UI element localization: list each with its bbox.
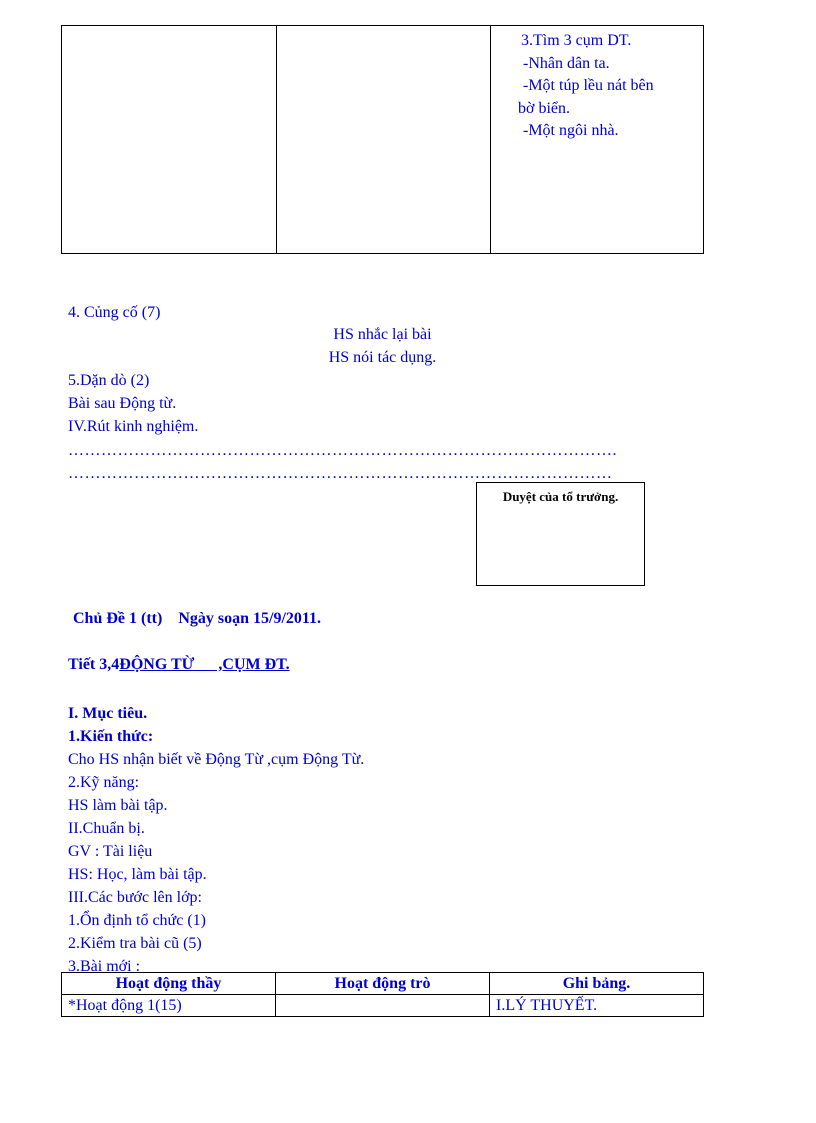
- homework-heading: 5.Dặn dò (2): [68, 372, 150, 389]
- column-divider: [276, 26, 277, 253]
- body-line: HS: Học, làm bài tập.: [68, 866, 207, 883]
- consolidation-heading: 4. Củng cố (7): [68, 304, 161, 321]
- body-line: 2.Kiểm tra bài cũ (5): [68, 935, 202, 952]
- topic-line: Chủ Đề 1 (tt) Ngày soạn 15/9/2011.: [73, 610, 322, 627]
- review-signature-box: [476, 482, 645, 586]
- experience-heading: IV.Rút kinh nghiệm.: [68, 418, 199, 435]
- body-line: HS làm bài tập.: [68, 797, 168, 814]
- note-line: -Một túp lều nát bên: [523, 77, 654, 94]
- table-cell: *Hoạt động 1(15): [62, 995, 276, 1017]
- body-line: Cho HS nhận biết về Động Từ ,cụm Động Từ.: [68, 751, 365, 768]
- note-line: -Nhân dân ta.: [523, 54, 610, 72]
- table-header-row: [62, 973, 704, 995]
- table-row: [62, 995, 704, 1017]
- objectives-section: [68, 702, 364, 978]
- header-board-notes: Ghi bảng.: [490, 973, 704, 995]
- table-cell: I.LÝ THUYẾT.: [490, 995, 704, 1017]
- lesson-period: Tiết 3,4: [68, 656, 120, 673]
- body-line: 2.Kỹ năng:: [68, 774, 140, 791]
- review-label: Duyệt của tổ trưởng.: [502, 489, 619, 504]
- header-student-activity: Hoạt động trò: [276, 973, 490, 995]
- body-line: II.Chuẩn bị.: [68, 820, 145, 837]
- lesson-table-bottom: [61, 972, 704, 1017]
- table-cell: [276, 995, 490, 1017]
- next-lesson-line: Bài sau Động từ.: [68, 395, 177, 412]
- body-line: III.Các bước lên lớp:: [68, 889, 202, 906]
- note-line: 3.Tìm 3 cụm DT.: [521, 32, 632, 49]
- knowledge-heading: 1.Kiến thức:: [68, 728, 154, 745]
- body-line: GV : Tài liệu: [68, 843, 153, 860]
- lesson-title: [68, 656, 290, 674]
- objectives-heading: I. Mục tiêu.: [68, 705, 148, 722]
- column-divider: [490, 26, 491, 253]
- table-cell-board-notes: [518, 30, 691, 143]
- lesson-table-top: [61, 25, 704, 254]
- note-line: -Một ngôi nhà.: [523, 122, 619, 139]
- body-line: 3.Bài mới :: [68, 958, 141, 975]
- dotted-line: ……………………………………………………………………………………….: [68, 442, 617, 459]
- center-line: HS nói tác dụng.: [328, 349, 437, 366]
- center-line: HS nhắc lại bài: [333, 326, 432, 343]
- header-teacher-activity: Hoạt động thầy: [62, 973, 276, 995]
- lesson-topic: ĐỘNG TỪ ,CỤM ĐT.: [119, 656, 290, 673]
- note-line: bờ biển.: [518, 99, 571, 117]
- dotted-line: ………………………………………………………………………………………: [68, 465, 613, 482]
- body-line: 1.Ổn định tổ chức (1): [68, 912, 206, 929]
